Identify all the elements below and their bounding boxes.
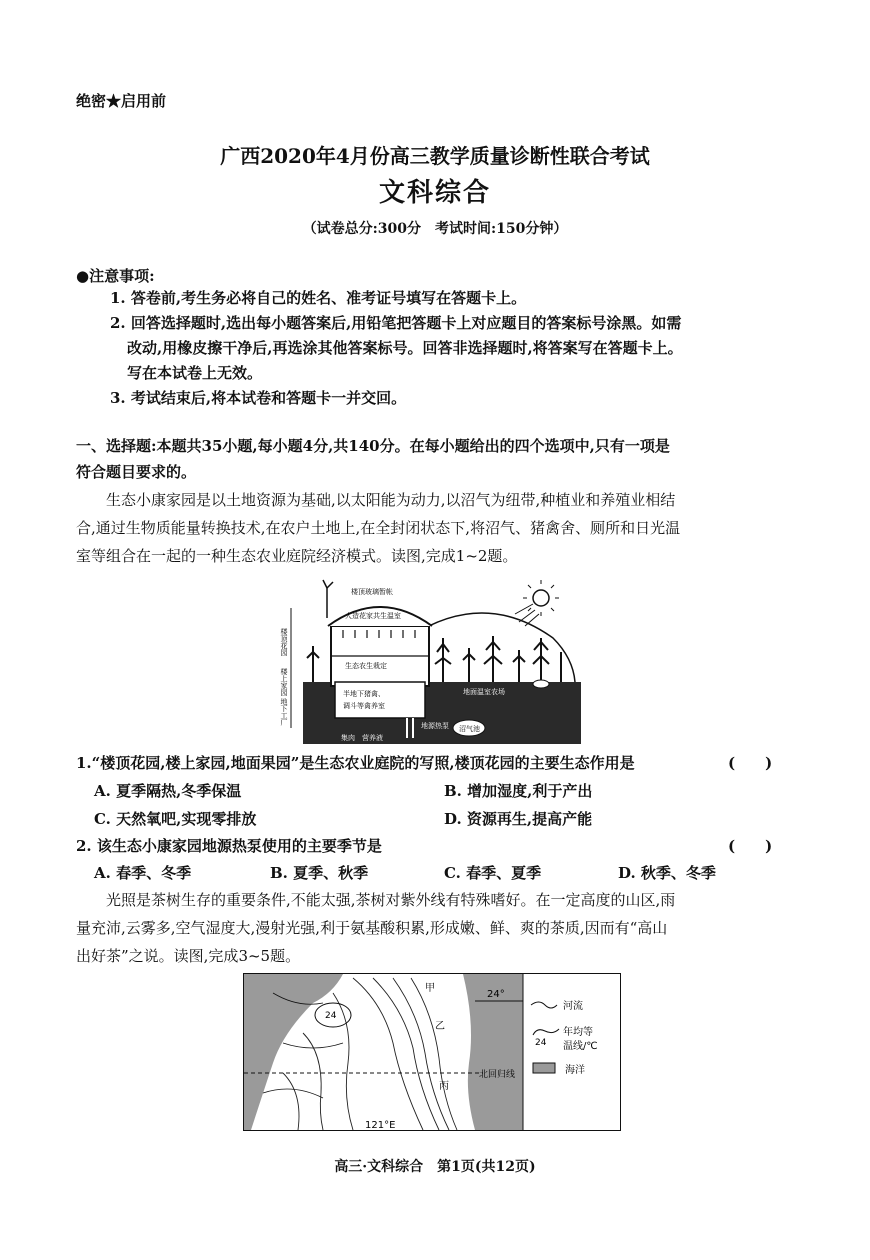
passage2-line1: 光照是茶树生存的重要条件,不能太强,茶树对紫外线有特殊嗜好。在一定高度的山区,雨 <box>106 891 676 909</box>
q1-option-b: B. 增加湿度,利于产出 <box>444 782 593 800</box>
label-basement: 半地下猪禽、 <box>343 690 385 698</box>
tea-region-map <box>243 973 621 1131</box>
iso24-label: 24 <box>325 1011 337 1021</box>
note-1: 1. 答卷前,考生务必将自己的姓名、准考证号填写在答题卡上。 <box>110 289 527 307</box>
legend-ocean: 海洋 <box>565 1065 585 1076</box>
legend-iso-num: 24 <box>535 1038 547 1048</box>
note-2-cont: 改动,用橡皮擦干净后,再选涂其他答案标号。回答非选择题时,将答案写在答题卡上。 <box>127 339 683 357</box>
q1-option-d: D. 资源再生,提高产能 <box>444 810 593 828</box>
label-roof: 楼顶玻璃暂帐 <box>351 588 393 596</box>
notes-heading: ●注意事项: <box>76 267 155 285</box>
lon-label: 121°E <box>365 1120 396 1131</box>
q2-paren: ( ) <box>728 837 773 855</box>
place-jia: 甲 <box>425 983 435 994</box>
label-bottom: 集肉 营养液 <box>341 734 383 742</box>
passage1-line2: 合,通过生物质能量转换技术,在农户土地上,在全封闭状态下,将沼气、猪禽舍、厕所和日光温 <box>76 519 681 537</box>
place-bing: 丙 <box>439 1081 449 1092</box>
q1-stem: 1.“楼顶花园,楼上家园,地面果园”是生态农业庭院的写照,楼顶花园的主要生态作用是 <box>76 754 635 772</box>
label-heat: 地源热泵 <box>421 722 449 730</box>
passage1-line1: 生态小康家园是以土地资源为基础,以太阳能为动力,以沼气为纽带,种植业和养殖业相结 <box>106 491 676 509</box>
exam-meta: （试卷总分:300分 考试时间:150分钟） <box>302 221 568 237</box>
legend-river: 河流 <box>563 1001 583 1012</box>
q2-option-d: D. 秋季、冬季 <box>618 864 716 882</box>
label-biogas: 沼气池 <box>459 725 480 733</box>
q1-option-c: C. 天然氧吧,实现零排放 <box>94 810 257 828</box>
label-floor2: 人造花家共生温室 <box>345 612 401 620</box>
q2-option-b: B. 夏季、秋季 <box>270 864 369 882</box>
label-basement2: 调斗等禽养室 <box>343 702 385 710</box>
q1-option-a: A. 夏季隔热,冬季保温 <box>94 782 242 800</box>
exam-subject: 文科综合 <box>378 178 491 208</box>
section-instruction: 一、选择题:本题共35小题,每小题4分,共140分。在每小题给出的四个选项中,只有一项是 <box>76 437 670 455</box>
page-footer: 高三·文科综合 第1页(共12页) <box>334 1159 536 1175</box>
passage2-line3: 出好茶”之说。读图,完成3~5题。 <box>76 947 301 965</box>
eco-farm-diagram <box>280 578 581 744</box>
place-yi: 乙 <box>435 1021 445 1032</box>
label-right: 地面温室农场 <box>463 688 505 696</box>
q2-stem: 2. 该生态小康家园地源热泵使用的主要季节是 <box>76 837 382 855</box>
section-instruction-cont: 符合题目要求的。 <box>76 463 197 481</box>
legend-iso-label1: 年均等 <box>563 1027 593 1038</box>
secret-mark: 绝密★启用前 <box>76 92 167 110</box>
note-2: 2. 回答选择题时,选出每小题答案后,用铅笔把答题卡上对应题目的答案标号涂黑。如需 <box>110 314 682 332</box>
q1-paren: ( ) <box>728 754 773 772</box>
passage2-line2: 量充沛,云雾多,空气湿度大,漫射光强,利于氨基酸积累,形成嫩、鲜、爽的茶质,因而有“高山 <box>76 919 668 937</box>
exam-title: 广西2020年4月份高三教学质量诊断性联合考试 <box>220 144 650 168</box>
q2-option-c: C. 春季、夏季 <box>444 864 542 882</box>
label-left1: 楼顶花园 <box>280 628 288 656</box>
label-floor1: 生态农生栽定 <box>345 662 387 670</box>
legend-iso-label2: 温线/℃ <box>563 1041 598 1052</box>
note-2-cont2: 写在本试卷上无效。 <box>127 364 263 382</box>
lat-label: 24° <box>487 989 505 1000</box>
label-left3: 地下工厂 <box>280 698 288 726</box>
note-3: 3. 考试结束后,将本试卷和答题卡一并交回。 <box>110 389 407 407</box>
tropic-label: 北回归线 <box>479 1070 516 1080</box>
q2-option-a: A. 春季、冬季 <box>94 864 192 882</box>
passage1-line3: 室等组合在一起的一种生态农业庭院经济模式。读图,完成1~2题。 <box>76 547 518 565</box>
label-left2: 楼上家园 <box>280 668 288 696</box>
